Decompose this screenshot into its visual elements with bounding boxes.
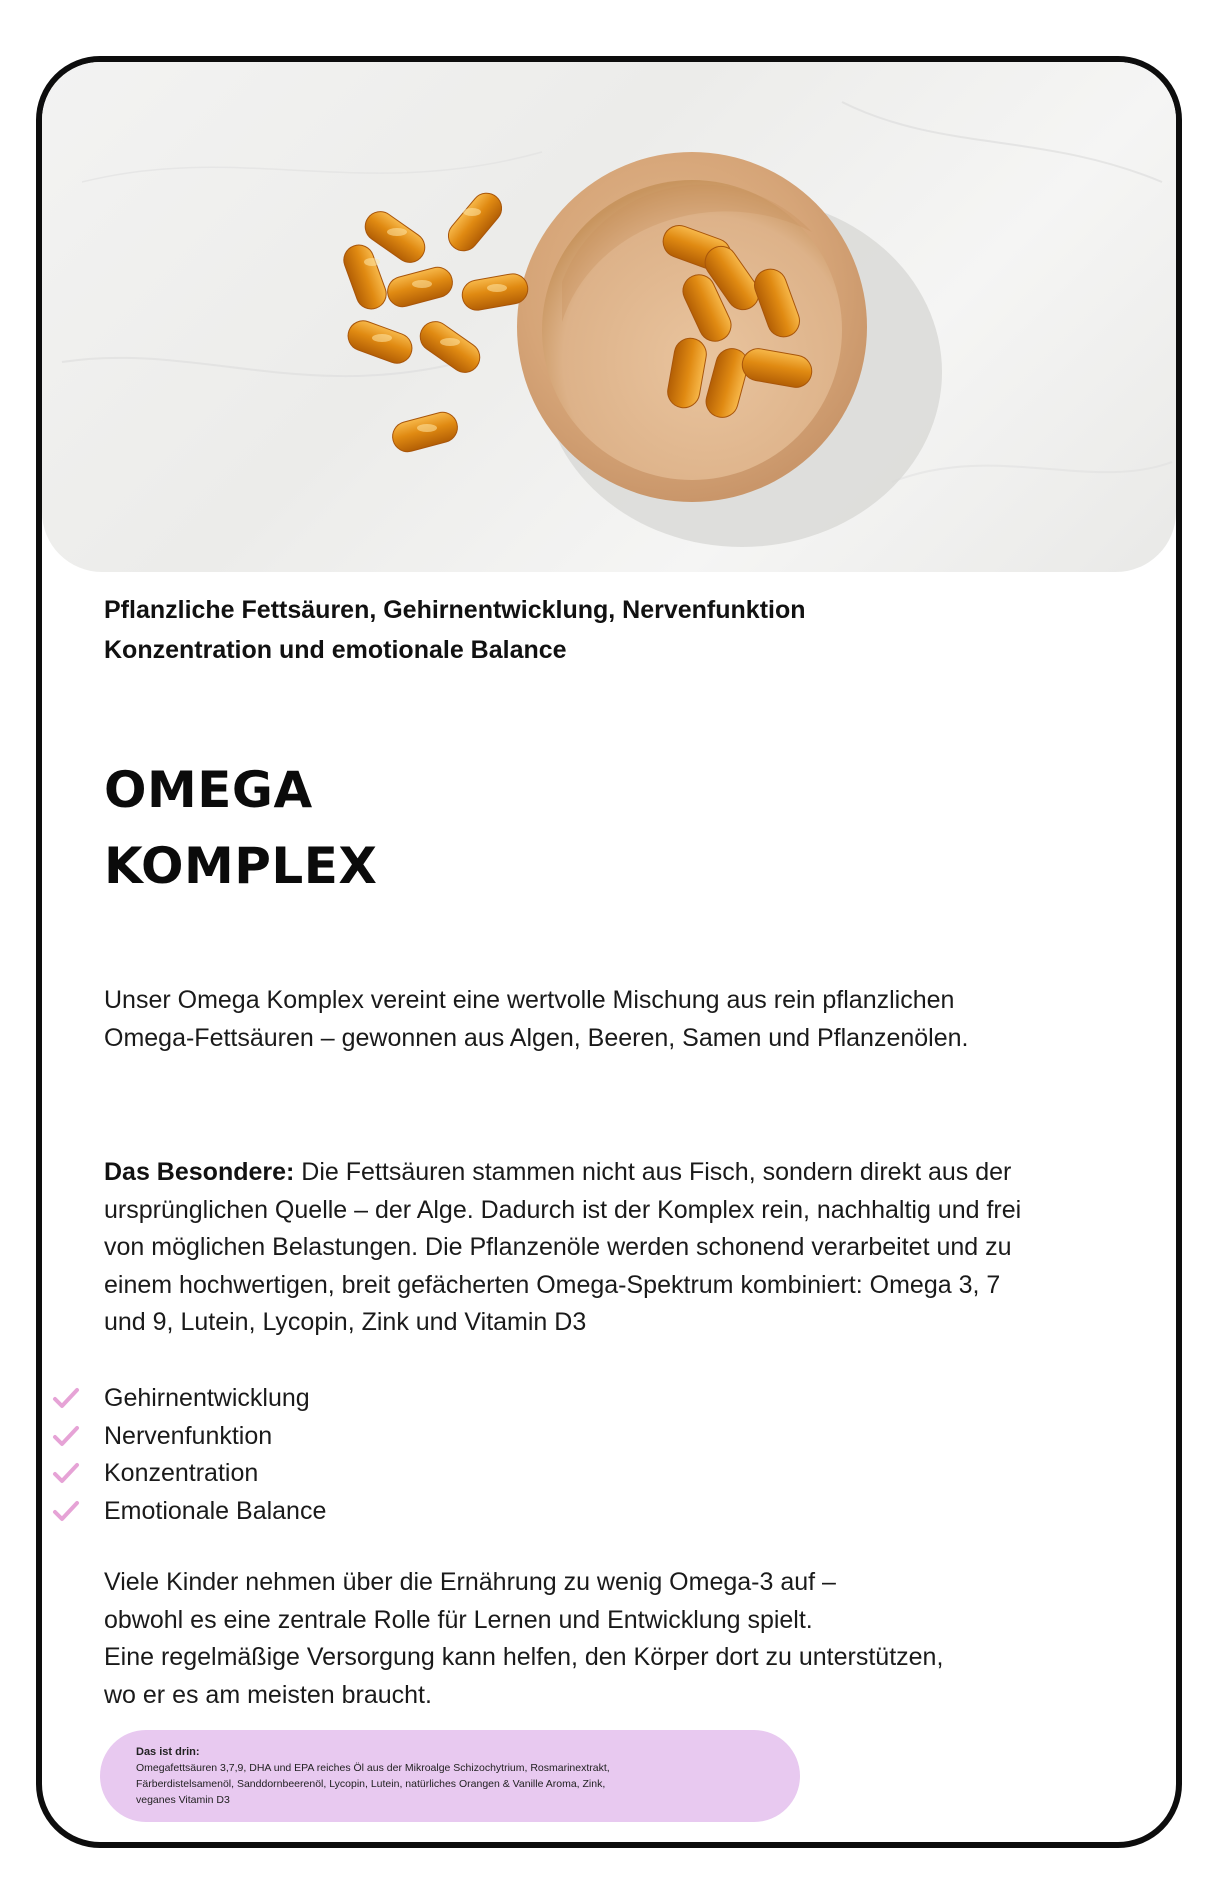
special-line-2: ursprünglichen Quelle – der Alge. Dadurch ist der Komplex rein, nachhaltig und frei xyxy=(104,1195,1022,1224)
product-title-line-2: KOMPLEX xyxy=(104,837,378,895)
tagline-line-1: Pflanzliche Fettsäuren, Gehirnentwicklung, Nervenfunktion xyxy=(104,596,806,624)
ingredients-box xyxy=(100,1730,800,1822)
checkmark-icon xyxy=(52,1499,80,1523)
benefit-item xyxy=(52,1455,326,1493)
checkmark-icon xyxy=(52,1386,80,1410)
benefit-label: Emotionale Balance xyxy=(104,1496,327,1525)
special-line-1-rest: Die Fettsäuren stammen nicht aus Fisch, sondern direkt aus der xyxy=(294,1158,1012,1186)
ingredients-line-3: veganes Vitamin D3 xyxy=(136,1794,230,1806)
intro-line-2: Omega-Fettsäuren – gewonnen aus Algen, Beeren, Samen und Pflanzenölen. xyxy=(104,1023,969,1052)
special-label: Das Besondere: xyxy=(104,1158,295,1186)
outro-line-1: Viele Kinder nehmen über die Ernährung zu wenig Omega-3 auf – xyxy=(104,1568,836,1596)
intro-line-1: Unser Omega Komplex vereint eine wertvolle Mischung aus rein pflanzlichen xyxy=(104,986,955,1014)
benefit-item xyxy=(52,1418,326,1456)
benefit-label: Nervenfunktion xyxy=(104,1421,273,1450)
tagline xyxy=(104,590,1004,670)
outro-line-4: wo er es am meisten braucht. xyxy=(104,1680,432,1709)
special-paragraph xyxy=(104,1154,1134,1342)
hero-image xyxy=(42,62,1176,572)
benefit-item xyxy=(52,1380,326,1418)
ingredients-title: Das ist drin: xyxy=(136,1746,200,1758)
intro-paragraph xyxy=(104,982,1134,1057)
benefit-label: Gehirnentwicklung xyxy=(104,1384,310,1412)
outro-line-2: obwohl es eine zentrale Rolle für Lernen und Entwicklung spielt. xyxy=(104,1605,813,1634)
benefit-item xyxy=(52,1493,326,1531)
product-title xyxy=(104,752,377,904)
outro-paragraph xyxy=(104,1564,1134,1714)
special-line-1 xyxy=(104,1154,1134,1192)
outro-line-3: Eine regelmäßige Versorgung kann helfen, den Körper dort zu unterstützen, xyxy=(104,1643,944,1671)
product-card xyxy=(36,56,1182,1848)
capsules-bowl-photo xyxy=(42,62,1176,572)
checkmark-icon xyxy=(52,1461,80,1485)
benefit-label: Konzentration xyxy=(104,1459,259,1487)
tagline-line-2: Konzentration und emotionale Balance xyxy=(104,636,567,664)
ingredients-line-2: Färberdistelsamenöl, Sanddornbeerenöl, Lycopin, Lutein, natürliches Orangen & Vanille Aroma, Zink, xyxy=(136,1778,606,1790)
product-title-line-1: OMEGA xyxy=(104,761,313,819)
checkmark-icon xyxy=(52,1424,80,1448)
special-line-5: und 9, Lutein, Lycopin, Zink und Vitamin D3 xyxy=(104,1308,587,1336)
special-line-4: einem hochwertigen, breit gefächerten Omega-Spektrum kombiniert: Omega 3, 7 xyxy=(104,1270,1001,1299)
ingredients-line-1: Omegafettsäuren 3,7,9, DHA und EPA reiches Öl aus der Mikroalge Schizochytrium, Rosmarinextrakt, xyxy=(136,1762,610,1774)
benefits-list xyxy=(52,1380,326,1530)
special-line-3: von möglichen Belastungen. Die Pflanzenöle werden schonend verarbeitet und zu xyxy=(104,1233,1012,1261)
